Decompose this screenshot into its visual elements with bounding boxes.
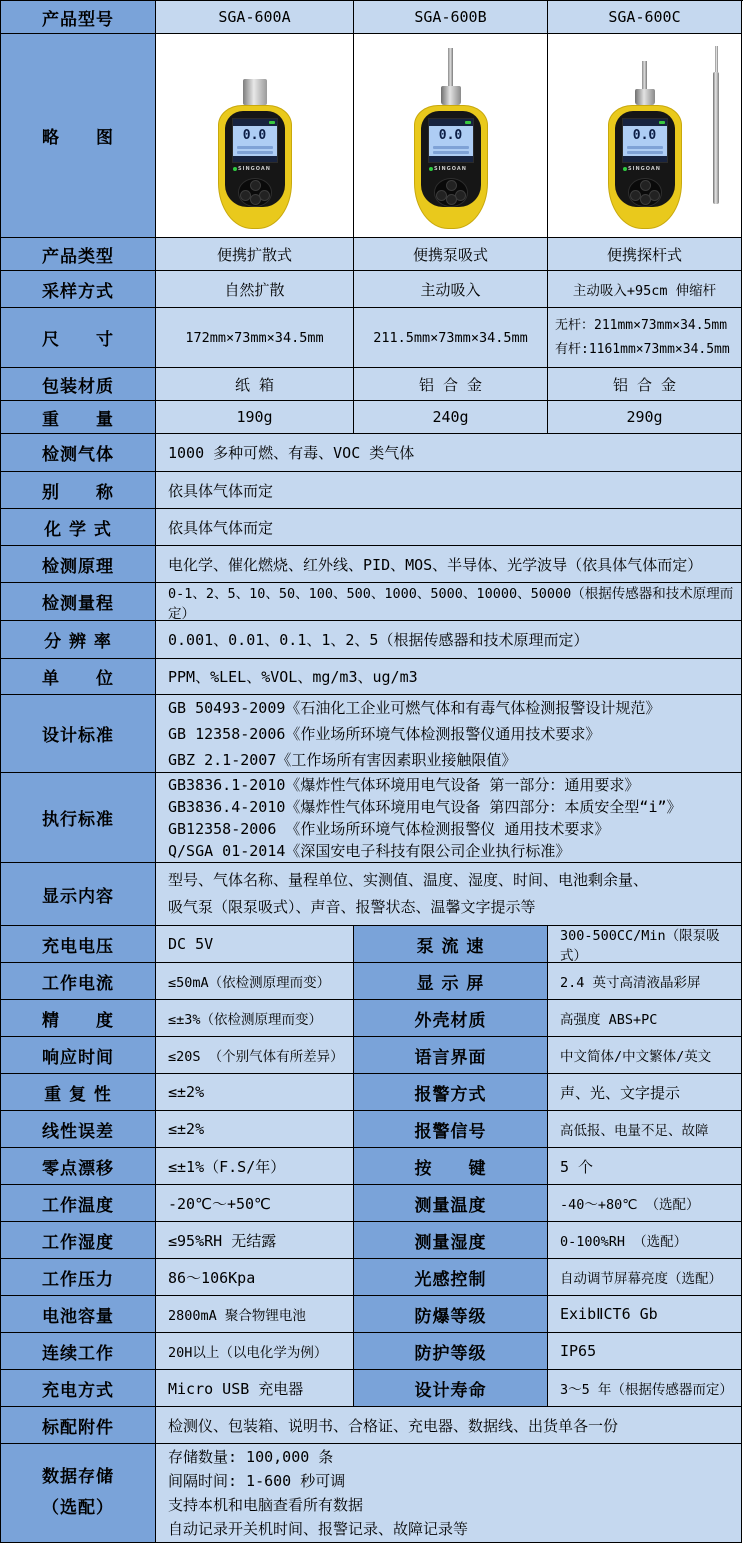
sketch-row <box>1 34 742 238</box>
product-photo-sga-600c <box>548 34 742 238</box>
spec-value: 检测仪、包装箱、说明书、合格证、充电器、数据线、出货单各一份 <box>156 1407 742 1444</box>
spec-row-quad <box>1 1074 742 1111</box>
spec-label: 充电方式 <box>1 1370 156 1407</box>
spec-row-formula <box>1 509 742 546</box>
spec-value: IP65 <box>548 1333 742 1370</box>
sketch-label: 略 图 <box>1 34 156 238</box>
spec-label: 尺 寸 <box>1 308 156 368</box>
spec-row-quad <box>1 1296 742 1333</box>
spec-label: 工作湿度 <box>1 1222 156 1259</box>
spec-row-dimensions <box>1 308 742 368</box>
spec-row-accessories <box>1 1407 742 1444</box>
rod-shaft <box>713 72 719 204</box>
spec-row-quad <box>1 963 742 1000</box>
pump-probe-icon <box>448 48 453 86</box>
screen-info-line <box>237 146 273 149</box>
spec-row-alias <box>1 472 742 509</box>
spec-row-packaging <box>1 368 742 401</box>
spec-label: 防爆等级 <box>354 1296 548 1333</box>
standard-line: GB12358-2006 《作业场所环境气体检测报警仪 通用技术要求》 <box>168 819 610 838</box>
device-face <box>421 111 481 207</box>
spec-label: 设计标准 <box>1 695 156 773</box>
screen-info-line <box>433 151 469 154</box>
spec-value: PPM、%LEL、%VOL、mg/m3、ug/m3 <box>156 659 742 695</box>
spec-row-resolution <box>1 621 742 659</box>
spec-row-quad <box>1 1111 742 1148</box>
screen-info-line <box>237 151 273 154</box>
down-button-icon <box>250 194 261 205</box>
screen-info-line <box>433 146 469 149</box>
spec-value: 纸 箱 <box>156 368 354 401</box>
spec-value: 190g <box>156 401 354 434</box>
spec-value: DC 5V <box>156 926 354 963</box>
spec-row-quad <box>1 1259 742 1296</box>
screen-statusbar <box>233 119 277 126</box>
spec-row-data-storage <box>1 1444 742 1543</box>
spec-value: 铝 合 金 <box>548 368 742 401</box>
spec-label: 化 学 式 <box>1 509 156 546</box>
button-pad <box>628 178 662 207</box>
spec-value: 自动调节屏幕亮度（选配） <box>548 1259 742 1296</box>
screen-timebar <box>623 156 667 162</box>
spec-row-quad <box>1 1148 742 1185</box>
spec-row-design-standards <box>1 695 742 773</box>
left-button-icon <box>630 190 641 201</box>
brand-text: SINGOAN <box>628 165 661 172</box>
gas-detector-image-probe <box>608 43 682 229</box>
device-screen <box>428 118 474 163</box>
spec-value: 高强度 ABS+PC <box>548 1000 742 1037</box>
spec-value: Micro USB 充电器 <box>156 1370 354 1407</box>
spec-label: 执行标准 <box>1 773 156 863</box>
spec-label: 响应时间 <box>1 1037 156 1074</box>
spec-value: ≤50mA（依检测原理而变） <box>156 963 354 1000</box>
spec-row-weight <box>1 401 742 434</box>
spec-row-gases <box>1 434 742 472</box>
spec-value: 依具体气体而定 <box>156 509 742 546</box>
spec-value: 电化学、催化燃烧、红外线、PID、MOS、半导体、光学波导（依具体气体而定） <box>156 546 742 583</box>
spec-value: 2.4 英寸高清液晶彩屏 <box>548 963 742 1000</box>
screen-reading: 0.0 <box>438 127 463 143</box>
led-indicator-icon <box>623 167 627 171</box>
storage-label-line: 数据存储 <box>42 1467 114 1488</box>
spec-value: 86～106Kpa <box>156 1259 354 1296</box>
storage-line: 间隔时间: 1-600 秒可调 <box>168 1472 346 1490</box>
spec-label: 光感控制 <box>354 1259 548 1296</box>
spec-label: 零点漂移 <box>1 1148 156 1185</box>
screen-statusbar <box>429 119 473 126</box>
sensor-cap-icon <box>441 86 461 105</box>
spec-value: -20℃～+50℃ <box>156 1185 354 1222</box>
spec-value <box>156 1444 742 1543</box>
spec-label: 语言界面 <box>354 1037 548 1074</box>
spec-value: 铝 合 金 <box>354 368 548 401</box>
spec-label: 标配附件 <box>1 1407 156 1444</box>
screen-timebar <box>233 156 277 162</box>
spec-label: 防护等级 <box>354 1333 548 1370</box>
spec-value: ≤±1%（F.S/年） <box>156 1148 354 1185</box>
brand-row <box>225 166 285 172</box>
spec-label: 产品类型 <box>1 238 156 271</box>
spec-value: 依具体气体而定 <box>156 472 742 509</box>
spec-label: 检测原理 <box>1 546 156 583</box>
spec-label: 泵 流 速 <box>354 926 548 963</box>
up-button-icon <box>640 180 651 191</box>
spec-row-display-content <box>1 863 742 926</box>
display-line: 型号、气体名称、量程单位、实测值、温度、湿度、时间、电池剩余量、 <box>168 871 649 889</box>
spec-value: 中文简体/中文繁体/英文 <box>548 1037 742 1074</box>
spec-row-quad <box>1 1222 742 1259</box>
spec-label: 工作压力 <box>1 1259 156 1296</box>
spec-row-range <box>1 583 742 621</box>
spec-row-quad <box>1 1185 742 1222</box>
spec-row-quad <box>1 1333 742 1370</box>
storage-line: 自动记录开关机时间、报警记录、故障记录等 <box>168 1520 469 1538</box>
down-button-icon <box>640 194 651 205</box>
spec-label: 连续工作 <box>1 1333 156 1370</box>
spec-value: 0-100%RH （选配） <box>548 1222 742 1259</box>
gas-detector-image-pump <box>414 43 488 229</box>
spec-label <box>1 1444 156 1543</box>
spec-value: ≤±3%（依检测原理而变） <box>156 1000 354 1037</box>
spec-value: ≤20S （个别气体有所差异） <box>156 1037 354 1074</box>
dimension-with-rod: 有杆:1161mm×73mm×34.5mm <box>555 341 730 357</box>
spec-value: -40～+80℃ （选配） <box>548 1185 742 1222</box>
spec-value <box>156 773 742 863</box>
spec-value: 3～5 年（根据传感器而定） <box>548 1370 742 1407</box>
model-name-sga-600a: SGA-600A <box>156 1 354 34</box>
sensor-cap-icon <box>243 79 267 105</box>
device-body <box>608 105 682 229</box>
sensor-cap-icon <box>635 89 655 105</box>
rod-tip <box>715 46 718 72</box>
standard-line: GB3836.1-2010《爆炸性气体环境用电气设备 第一部分：通用要求》 <box>168 775 640 794</box>
product-photo-sga-600a <box>156 34 354 238</box>
button-pad <box>238 178 272 207</box>
pump-probe-icon <box>642 61 647 89</box>
spec-value: ≤95%RH 无结露 <box>156 1222 354 1259</box>
spec-value: ExibⅡCT6 Gb <box>548 1296 742 1333</box>
spec-label: 检测量程 <box>1 583 156 621</box>
spec-label: 测量温度 <box>354 1185 548 1222</box>
brand-text: SINGOAN <box>434 165 467 172</box>
spec-label: 精 度 <box>1 1000 156 1037</box>
standard-line: GBZ 2.1-2007《工作场所有害因素职业接触限值》 <box>168 750 517 769</box>
spec-value: 5 个 <box>548 1148 742 1185</box>
spec-label: 充电电压 <box>1 926 156 963</box>
screen-statusbar <box>623 119 667 126</box>
screen-info-line <box>627 146 663 149</box>
standard-line: GB 50493-2009《石油化工企业可燃气体和有毒气体检测报警设计规范》 <box>168 698 661 717</box>
spec-value: 20H以上（以电化学为例） <box>156 1333 354 1370</box>
model-name-sga-600c: SGA-600C <box>548 1 742 34</box>
screen-info-line <box>627 151 663 154</box>
spec-row-product-type <box>1 238 742 271</box>
battery-icon <box>465 121 471 124</box>
spec-label: 电池容量 <box>1 1296 156 1333</box>
device-screen <box>622 118 668 163</box>
spec-label: 别 称 <box>1 472 156 509</box>
device-body <box>414 105 488 229</box>
spec-value <box>156 695 742 773</box>
header-row <box>1 1 742 34</box>
spec-value: 便携探杆式 <box>548 238 742 271</box>
spec-label: 单 位 <box>1 659 156 695</box>
spec-value: 0.001、0.01、0.1、1、2、5（根据传感器和技术原理而定） <box>156 621 742 659</box>
spec-value: 主动吸入+95cm 伸缩杆 <box>548 271 742 308</box>
screen-timebar <box>429 156 473 162</box>
spec-value: 300-500CC/Min（限泵吸式） <box>548 926 742 963</box>
spec-label: 设计寿命 <box>354 1370 548 1407</box>
dimension-without-rod: 无杆：211mm×73mm×34.5mm <box>555 317 728 333</box>
spec-value <box>156 863 742 926</box>
device-face <box>225 111 285 207</box>
spec-row-quad <box>1 926 742 963</box>
spec-row-principle <box>1 546 742 583</box>
telescopic-rod-icon <box>713 46 719 204</box>
device-body <box>218 105 292 229</box>
spec-label: 线性误差 <box>1 1111 156 1148</box>
standard-line: Q/SGA 01-2014《深国安电子科技有限公司企业执行标准》 <box>168 841 571 860</box>
brand-row <box>615 166 675 172</box>
spec-label: 报警信号 <box>354 1111 548 1148</box>
spec-value: 高低报、电量不足、故障 <box>548 1111 742 1148</box>
spec-row-exec-standards <box>1 773 742 863</box>
spec-value: 0-1、2、5、10、50、100、500、1000、5000、10000、50000（根据传感器和技术原理而定） <box>156 583 742 621</box>
device-screen <box>232 118 278 163</box>
standard-line: GB3836.4-2010《爆炸性气体环境用电气设备 第四部分：本质安全型“i”》 <box>168 797 682 816</box>
gas-detector-image-diffusion <box>218 43 292 229</box>
spec-label: 检测气体 <box>1 434 156 472</box>
spec-label: 包装材质 <box>1 368 156 401</box>
spec-value: ≤±2% <box>156 1111 354 1148</box>
spec-label: 报警方式 <box>354 1074 548 1111</box>
spec-label: 工作电流 <box>1 963 156 1000</box>
led-indicator-icon <box>233 167 237 171</box>
product-photo-sga-600b <box>354 34 548 238</box>
spec-row-quad <box>1 1000 742 1037</box>
screen-reading: 0.0 <box>242 127 267 143</box>
spec-value: 290g <box>548 401 742 434</box>
spec-value: 211.5mm×73mm×34.5mm <box>354 308 548 368</box>
battery-icon <box>269 121 275 124</box>
spec-value: 声、光、文字提示 <box>548 1074 742 1111</box>
spec-value: 便携扩散式 <box>156 238 354 271</box>
spec-label: 显 示 屏 <box>354 963 548 1000</box>
up-button-icon <box>250 180 261 191</box>
spec-value: 1000 多种可燃、有毒、VOC 类气体 <box>156 434 742 472</box>
storage-line: 存储数量: 100,000 条 <box>168 1448 334 1466</box>
display-line: 吸气泵（限泵吸式）、声音、报警状态、温馨文字提示等 <box>168 898 536 916</box>
spec-label: 测量湿度 <box>354 1222 548 1259</box>
up-button-icon <box>446 180 457 191</box>
spec-value: 自然扩散 <box>156 271 354 308</box>
spec-value: 便携泵吸式 <box>354 238 548 271</box>
battery-icon <box>659 121 665 124</box>
model-name-sga-600b: SGA-600B <box>354 1 548 34</box>
down-button-icon <box>446 194 457 205</box>
spec-row-quad <box>1 1370 742 1407</box>
spec-label: 工作温度 <box>1 1185 156 1222</box>
led-indicator-icon <box>429 167 433 171</box>
spec-label: 重 量 <box>1 401 156 434</box>
brand-text: SINGOAN <box>238 165 271 172</box>
spec-label: 外壳材质 <box>354 1000 548 1037</box>
spec-label: 按 键 <box>354 1148 548 1185</box>
spec-value: 240g <box>354 401 548 434</box>
spec-label: 采样方式 <box>1 271 156 308</box>
standard-line: GB 12358-2006《作业场所环境气体检测报警仪通用技术要求》 <box>168 724 601 743</box>
spec-value: 172mm×73mm×34.5mm <box>156 308 354 368</box>
spec-label: 显示内容 <box>1 863 156 926</box>
header-label: 产品型号 <box>1 1 156 34</box>
left-button-icon <box>436 190 447 201</box>
spec-value: 2800mA 聚合物锂电池 <box>156 1296 354 1333</box>
storage-label-line: （选配） <box>42 1498 114 1518</box>
spec-value <box>548 308 742 368</box>
spec-value: 主动吸入 <box>354 271 548 308</box>
button-pad <box>434 178 468 207</box>
screen-reading: 0.0 <box>632 127 657 143</box>
spec-label: 重 复 性 <box>1 1074 156 1111</box>
spec-row-quad <box>1 1037 742 1074</box>
spec-row-sampling <box>1 271 742 308</box>
brand-row <box>421 166 481 172</box>
device-face <box>615 111 675 207</box>
spec-label: 分 辨 率 <box>1 621 156 659</box>
left-button-icon <box>240 190 251 201</box>
spec-value: ≤±2% <box>156 1074 354 1111</box>
spec-row-units <box>1 659 742 695</box>
storage-line: 支持本机和电脑查看所有数据 <box>168 1496 364 1514</box>
